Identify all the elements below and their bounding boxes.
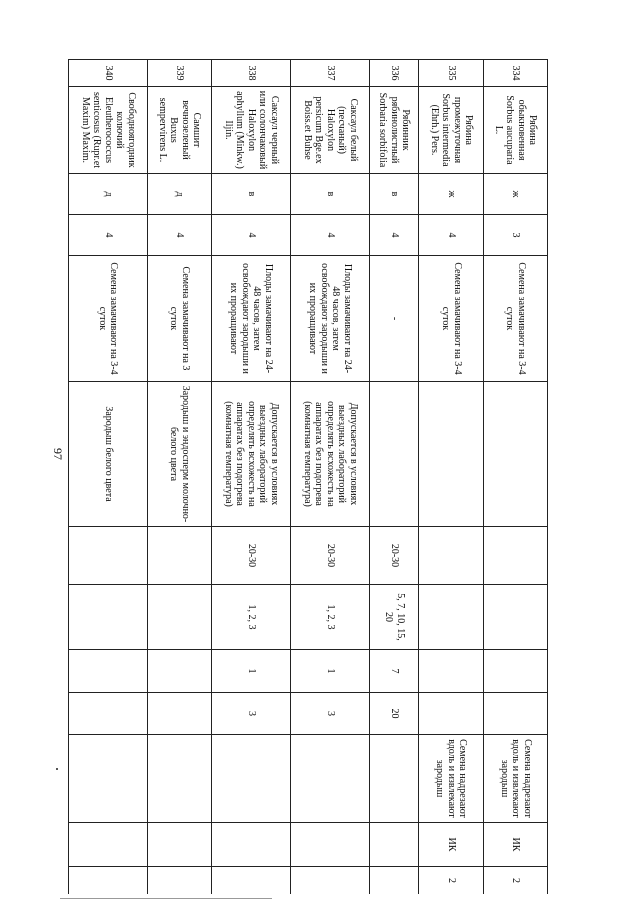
cell-species: Рябина обыкновенная Sorbus aucuparia L. <box>483 87 547 174</box>
cell-group: в <box>369 174 419 215</box>
cell-code <box>369 823 419 867</box>
cell-last <box>369 867 419 895</box>
cell-c7 <box>419 650 483 693</box>
cell-temp: 20-30 <box>369 527 419 585</box>
cell-code: ИК <box>483 823 547 867</box>
cell-last <box>212 867 291 895</box>
cell-c8: 20 <box>369 693 419 735</box>
cell-group: ж <box>419 174 483 215</box>
cell-species: Самшит вечнозеленый Buxus sempervirens L. <box>147 87 211 174</box>
table-row <box>419 60 483 895</box>
cell-prep: Плоды замачивают на 24-48 часов, затем освобождают зародыши и их проращивают <box>290 256 369 382</box>
cell-group: в <box>212 174 291 215</box>
cell-c8: 3 <box>290 693 369 735</box>
cell-code <box>69 823 148 867</box>
scan-dot <box>56 768 58 770</box>
cell-note <box>369 382 419 527</box>
cell-note: Зародыш белого цвета <box>69 382 148 527</box>
table-row <box>369 60 419 895</box>
table-row <box>483 60 547 895</box>
cell-no: 337 <box>290 60 369 87</box>
cell-temp <box>147 527 211 585</box>
cell-note <box>483 382 547 527</box>
cell-prep: Плоды замачивают на 24-48 часов, затем освобождают зародыши и их проращивают <box>212 256 291 382</box>
cell-no: 336 <box>369 60 419 87</box>
table-row <box>69 60 148 895</box>
cell-species: Рябина промежуточная Sorbus intermedia (Ehrh.) Pers. <box>419 87 483 174</box>
cell-last <box>69 867 148 895</box>
cell-method: 4 <box>212 215 291 256</box>
cell-c7: 7 <box>369 650 419 693</box>
cell-temp <box>419 527 483 585</box>
cell-days: 1, 2, 3 <box>290 585 369 650</box>
cell-days: 5, 7, 10, 15, 20 <box>369 585 419 650</box>
cell-prep: Семена замачивают на 3-4 суток <box>69 256 148 382</box>
cell-last <box>147 867 211 895</box>
cell-species: Свободноягодник колючий Eleutherococcus senticosus (Rupr.et Maxim) Maxim. <box>69 87 148 174</box>
cell-group: д <box>69 174 148 215</box>
cell-c7: 1 <box>212 650 291 693</box>
page-number: 97 <box>51 448 65 460</box>
cell-last: 2 <box>419 867 483 895</box>
cell-days <box>419 585 483 650</box>
cell-code <box>290 823 369 867</box>
cell-extra: Семена надрезают вдоль и извлекают зародыш <box>483 735 547 823</box>
cell-code <box>212 823 291 867</box>
cell-temp: 20-30 <box>212 527 291 585</box>
cell-group: д <box>147 174 211 215</box>
cell-days <box>147 585 211 650</box>
cell-note: Допускается в условиях выездных лабораторий определять всхожесть на аппаратах без подогрева (комнатная температура) <box>290 382 369 527</box>
cell-c8 <box>483 693 547 735</box>
cell-method: 4 <box>369 215 419 256</box>
cell-prep: Семена замачивают на 3 суток <box>147 256 211 382</box>
cell-c7 <box>147 650 211 693</box>
cell-method: 4 <box>147 215 211 256</box>
table-row <box>290 60 369 895</box>
footnote-separator <box>60 898 272 899</box>
cell-c8 <box>419 693 483 735</box>
cell-extra <box>290 735 369 823</box>
cell-no: 338 <box>212 60 291 87</box>
cell-species: Рябинник рябинолистный Sorbaria sorbifolia <box>369 87 419 174</box>
table-container <box>68 59 548 894</box>
cell-prep: Семена замачивают на 3-4 суток <box>483 256 547 382</box>
cell-c7 <box>69 650 148 693</box>
cell-c8: 3 <box>212 693 291 735</box>
table-row <box>212 60 291 895</box>
cell-extra <box>212 735 291 823</box>
cell-note: Допускается в условиях выездных лабораторий определять всхожесть на аппаратах без подогрева (комнатная температура) <box>212 382 291 527</box>
cell-days <box>69 585 148 650</box>
cell-note: Зародыш и эндосперм молочно-белого цвета <box>147 382 211 527</box>
cell-no: 340 <box>69 60 148 87</box>
cell-prep: - <box>369 256 419 382</box>
cell-last: 2 <box>483 867 547 895</box>
cell-group: ж <box>483 174 547 215</box>
cell-temp <box>69 527 148 585</box>
seed-testing-table <box>68 59 548 894</box>
rotated-table-wrapper <box>68 59 548 894</box>
cell-note <box>419 382 483 527</box>
cell-method: 4 <box>419 215 483 256</box>
cell-no: 339 <box>147 60 211 87</box>
cell-days <box>483 585 547 650</box>
cell-last <box>290 867 369 895</box>
cell-no: 335 <box>419 60 483 87</box>
cell-c8 <box>147 693 211 735</box>
cell-code <box>147 823 211 867</box>
cell-extra <box>69 735 148 823</box>
cell-method: 4 <box>290 215 369 256</box>
cell-method: 4 <box>69 215 148 256</box>
cell-temp <box>483 527 547 585</box>
cell-c7 <box>483 650 547 693</box>
cell-extra: Семена надрезают вдоль и извлекают зародыш <box>419 735 483 823</box>
cell-code: ИК <box>419 823 483 867</box>
cell-prep: Семена замачивают на 3-4 суток <box>419 256 483 382</box>
cell-group: в <box>290 174 369 215</box>
cell-c7: 1 <box>290 650 369 693</box>
cell-species: Саксаул черный или солончаковый Haloxylon aphyllum (Minkw.) Iljin. <box>212 87 291 174</box>
cell-method: 3 <box>483 215 547 256</box>
cell-days: 1, 2, 3 <box>212 585 291 650</box>
cell-temp: 20-30 <box>290 527 369 585</box>
table-row <box>147 60 211 895</box>
cell-no: 334 <box>483 60 547 87</box>
cell-extra <box>147 735 211 823</box>
cell-extra <box>369 735 419 823</box>
cell-species: Саксаул белый (песчаный) Haloxylon persicum Bge.ex Boiss.et Buhse <box>290 87 369 174</box>
cell-c8 <box>69 693 148 735</box>
